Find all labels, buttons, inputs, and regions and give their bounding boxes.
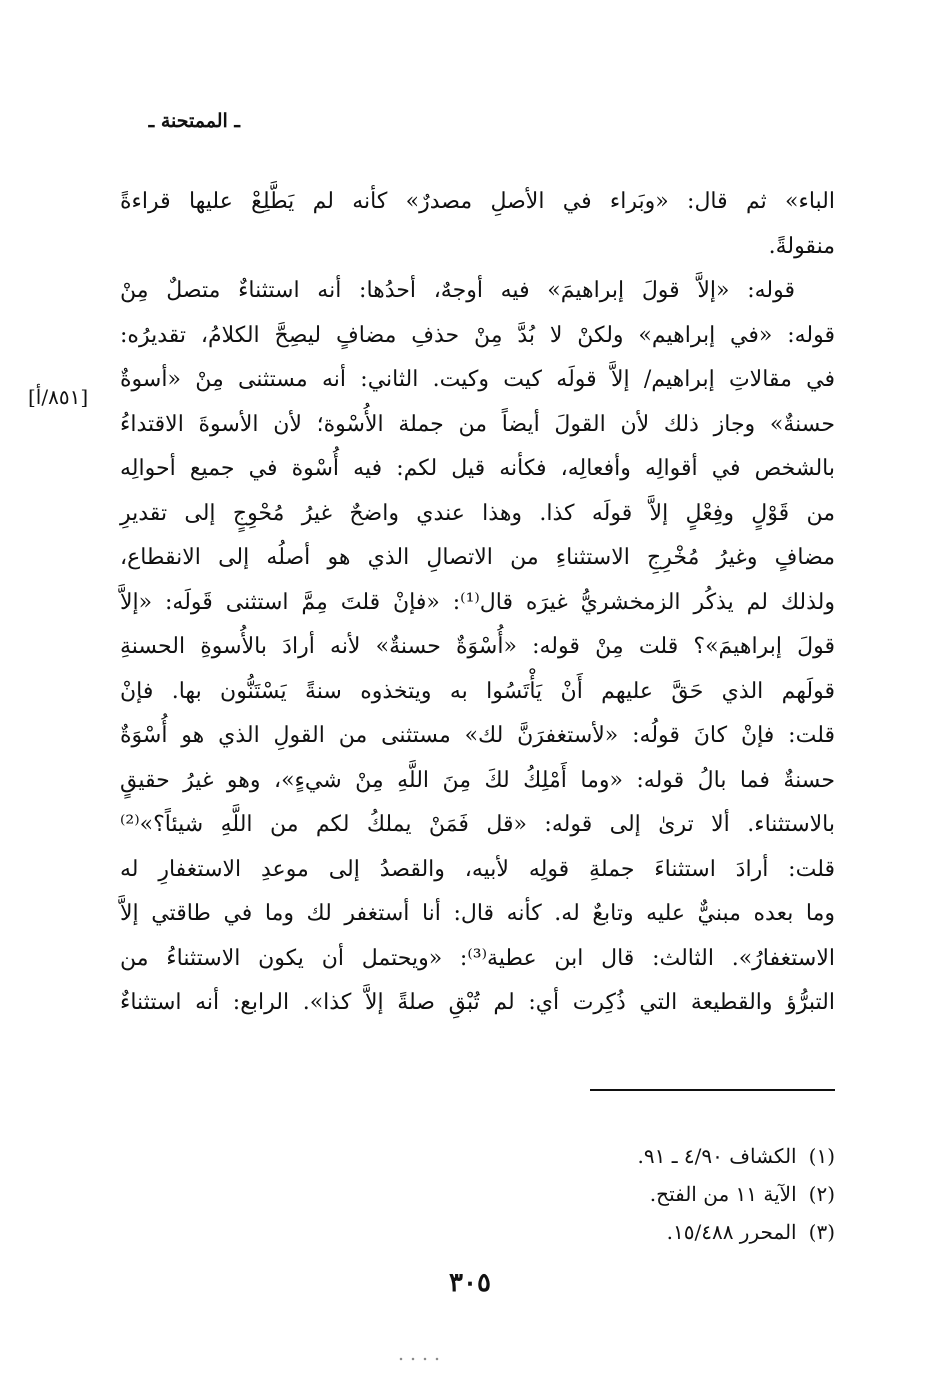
scan-specks [395,1356,445,1362]
text-line: حسنةٌ فما بالُ قوله: «وما أَمْلِكُ لكَ مِنَ اللَّهِ مِنْ شيءٍ»، وهو غيرُ حقيقٍ [120,767,835,793]
text-line: قوله: «في إبراهيم» ولكنْ لا بُدَّ مِنْ حذفِ مضافٍ ليصِحَّ الكلامُ، تقديرُه: [120,322,835,348]
text-line: بالشخص في أقوالِه وأفعالِه، فكأنه قيل لكم: فيه أُسْوة في جميع أحوالِه [120,456,835,481]
text-line: ولذلك لم يذكُر الزمخشريُّ غيرَه قال⁽¹⁾: «فإنْ قلتَ مِمَّ استثنى قَولَه: «إلاَّ [120,589,835,615]
footnote-text: الكشاف ٤/٩٠ ـ ٩١. [637,1144,797,1168]
footnote-number: (٢) [808,1182,835,1206]
text-line: قوله: «إلاَّ قولَ إبراهيمَ» فيه أوجهٌ، أحدُها: أنه استثناءٌ متصلٌ مِنْ [120,278,795,303]
text-line: مضافٍ وغيرُ مُخْرِجِ الاستثناءِ من الاتصالِ الذي هو أصلُه إلى الانقطاع، [120,545,835,570]
footnote [480,1213,835,1251]
text-line: الباء» ثم قال: «وبَراء في الأصلِ مصدرٌ» كأنه لم يَطَّلِعْ عليها قراءةً [120,189,835,214]
manuscript-folio-reference: [٨٥١/أ] [28,385,89,409]
footnote [480,1137,835,1175]
footnote-text: الآية ١١ من الفتح. [649,1182,797,1206]
text-line: حسنةٌ» وجاز ذلك لأن القولَ أيضاً من جملة الأُسْوة؛ لأن الأسوةَ الاقتداءُ [120,411,835,437]
text-line: الاستغفارُ». الثالث: قال ابن عطية⁽³⁾: «ويحتمل أن يكون الاستثناءُ من [120,945,835,971]
text-line: قلت: أرادَ استثناءَ جملةِ قولِه لأبيه، والقصدُ إلى موعدِ الاستغفارِ له [120,856,835,882]
footnote-number: (٣) [808,1220,835,1244]
text-line: من قَوْلٍ وفِعْلٍ إلاَّ قولَه كذا. وهذا عندي واضحٌ غيرُ مُحْوِجٍ إلى تقديرِ [120,500,835,526]
page-number: ٣٠٥ [449,1268,491,1298]
footnote-text: المحرر ١٥/٤٨٨. [666,1220,797,1244]
text-line: بالاستثناء. ألا ترىٰ إلى قوله: «قل فَمَنْ يملكُ لكم من اللَّهِ شيئاً؟»⁽²⁾ [120,812,835,837]
text-line: منقولةً. [768,233,835,259]
text-line: التبرُّؤ والقطيعة التي ذُكِرت أي: لم تُبْقِ صلةً إلاَّ كذا». الرابع: أنه استثناءٌ [120,990,835,1015]
text-line: في مقالاتِ إبراهيم/ إلاَّ قولَه كيت وكيت. الثاني: أنه مستثنى مِنْ «أسوةٌ [120,367,835,392]
footnote-number: (١) [808,1144,835,1168]
main-text [120,180,835,1026]
text-line: وما بعده مبنيٌّ عليه وتابعٌ له. كأنه قال: أنا أستغفر لك وما في طاقتي إلاَّ [120,901,835,926]
running-header: ـ الممتحنة ـ [148,110,240,132]
text-line: قولَ إبراهيمَ»؟ قلت مِنْ قوله: «أُسْوَةٌ حسنةٌ» لأنه أرادَ بالأُسوةِ الحسنةِ [120,634,835,659]
footnote [480,1175,835,1213]
footnotes [480,1137,835,1251]
footnote-separator [590,1089,835,1091]
text-line: قلت: فإنْ كانَ قولُه: «لأستغفرَنَّ لك» مستثنى من القولِ الذي هو أُسْوَةٌ [120,723,835,748]
text-line: قولَهم الذي حَقَّ عليهم أَنْ يَأْتَسُوا به ويتخذوه سنةً يَسْتَنُّون بها. فإنْ [120,678,835,704]
